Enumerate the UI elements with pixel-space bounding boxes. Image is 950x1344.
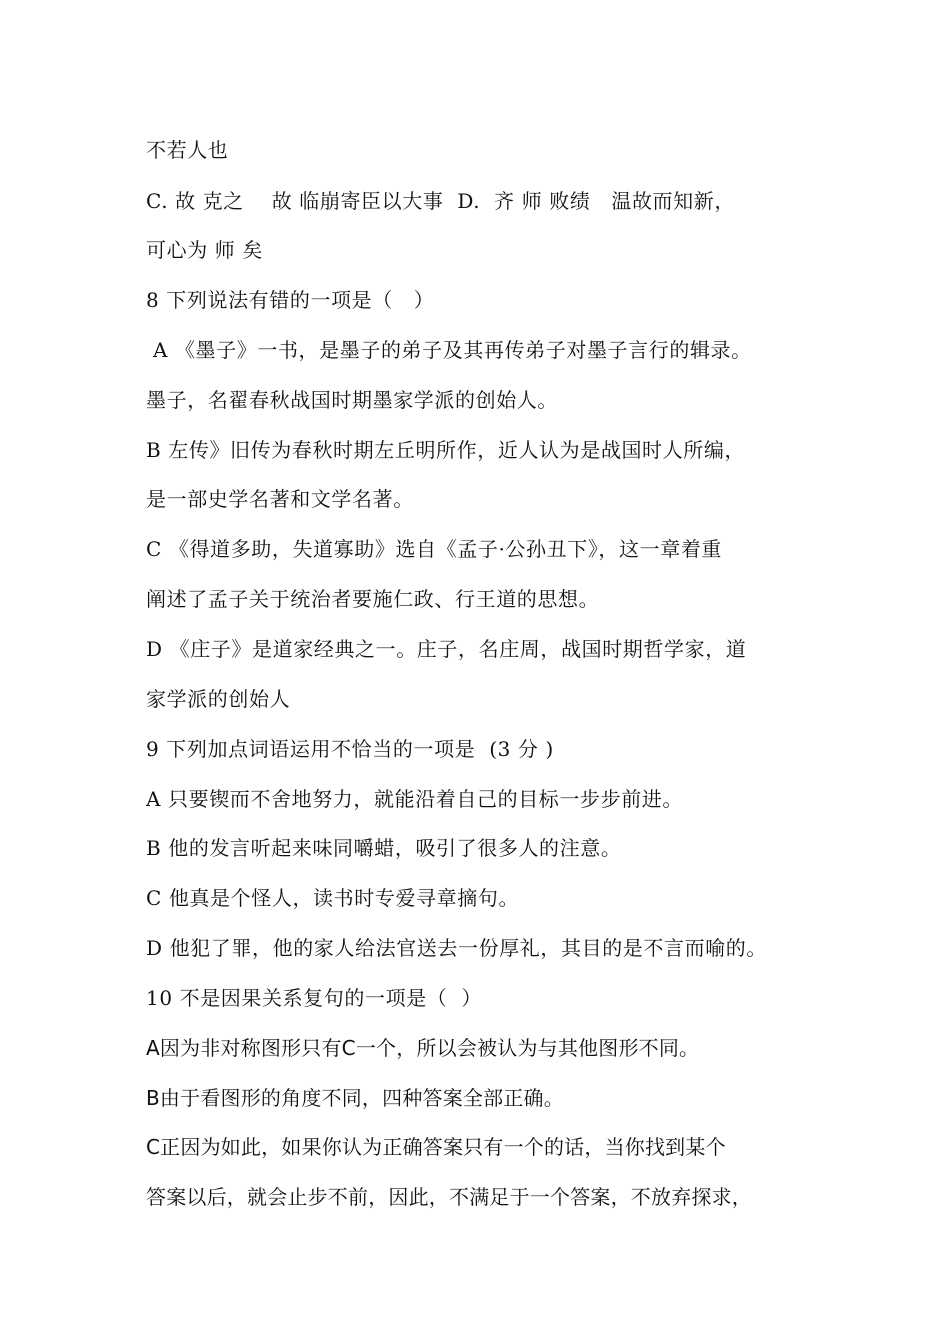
text-line: 阐述了孟子关于统治者要施仁政、行王道的思想。 (146, 587, 600, 611)
text-line: 不若人也 (146, 138, 229, 162)
text-line: 可心为 师 矣 (146, 238, 263, 262)
text-line: C 他真是个怪人，读书时专爱寻章摘句。 (146, 886, 520, 910)
question-10-heading: 10 不是因果关系复句的一项是（ ） (146, 986, 482, 1010)
question-9-heading: 9 下列加点词语运用不恰当的一项是 (3 分 ) (146, 737, 554, 761)
text-line: C正因为如此，如果你认为正确答案只有一个的话，当你找到某个 (146, 1135, 726, 1159)
text-line: 墨子，名翟春秋战国时期墨家学派的创始人。 (146, 388, 558, 412)
text-line: 是一部史学名著和文学名著。 (146, 487, 414, 511)
text-line: B 他的发言听起来味同嚼蜡，吸引了很多人的注意。 (146, 836, 622, 860)
text-line: D 《庄子》是道家经典之一。庄子，名庄周，战国时期哲学家，道 (146, 637, 747, 661)
question-8-heading: 8 下列说法有错的一项是（ ） (146, 288, 435, 312)
text-line: C 《得道多助，失道寡助》选自《孟子·公孙丑下》，这一章着重 (146, 537, 723, 561)
text-line: A 《墨子》一书，是墨子的弟子及其再传弟子对墨子言行的辑录。 (146, 338, 752, 362)
text-line: A 只要锲而不舍地努力，就能沿着自己的目标一步步前进。 (146, 787, 684, 811)
text-line: C. 故 克之 故 临崩寄臣以大事 D. 齐 师 败绩 温故而知新， (146, 189, 735, 213)
text-line: B 左传》旧传为春秋时期左丘明所作，近人认为是战国时人所编， (146, 438, 746, 462)
text-line: D 他犯了罪，他的家人给法官送去一份厚礼，其目的是不言而喻的。 (146, 936, 767, 960)
text-line: A因为非对称图形只有C一个，所以会被认为与其他图形不同。 (146, 1036, 700, 1060)
text-line: B由于看图形的角度不同，四种答案全部正确。 (146, 1086, 564, 1110)
text-line: 家学派的创始人 (146, 687, 291, 711)
text-line: 答案以后，就会止步不前，因此，不满足于一个答案，不放弃探求， (146, 1185, 752, 1209)
